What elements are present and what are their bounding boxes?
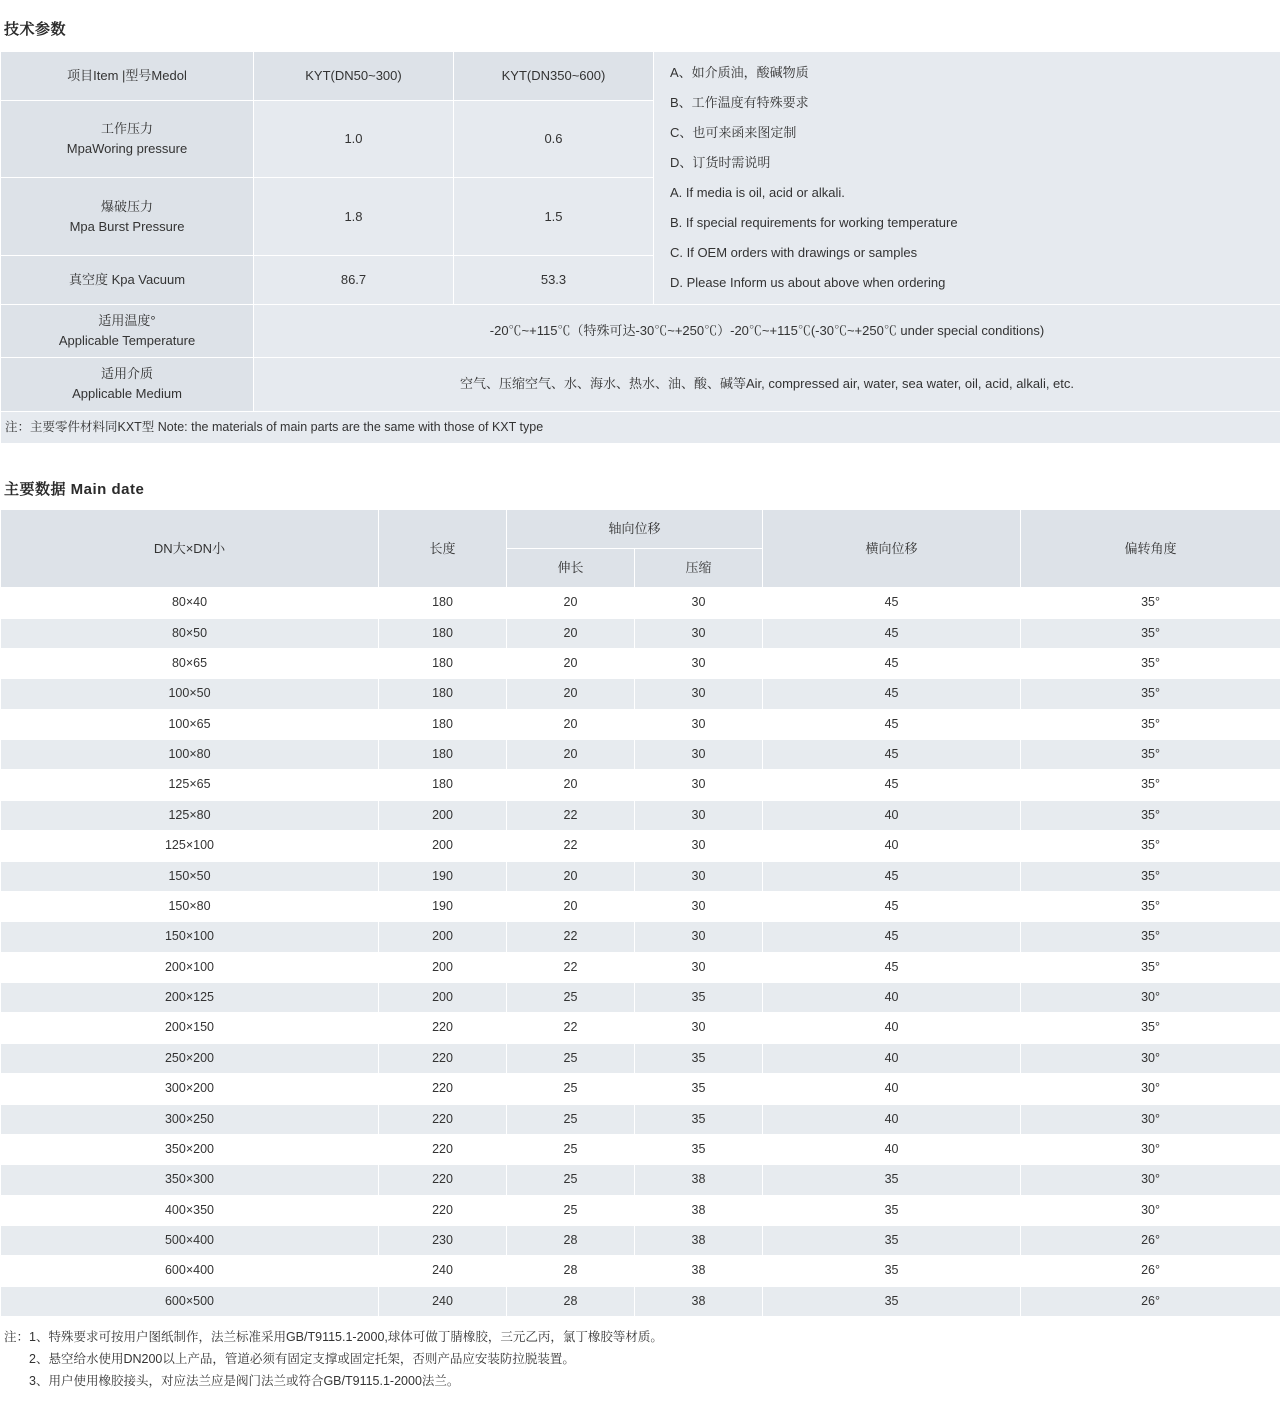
cell-length: 240 [379, 1286, 507, 1316]
medium-value: 空气、压缩空气、水、海水、热水、油、酸、碱等Air, compressed air, water, sea water, oil, acid, alkali, etc. [254, 358, 1280, 411]
cell-dn: 125×100 [1, 831, 379, 861]
cell-angle: 35° [1021, 891, 1280, 921]
cell-angle: 26° [1021, 1226, 1280, 1256]
cell-angle: 30° [1021, 1104, 1280, 1134]
vacuum-v1: 86.7 [254, 256, 454, 305]
cell-angle: 35° [1021, 861, 1280, 891]
cell-length: 180 [379, 740, 507, 770]
cell-angle: 30° [1021, 1134, 1280, 1164]
cell-compression: 30 [635, 800, 763, 830]
cell-dn: 80×40 [1, 588, 379, 618]
main-data-notes [0, 1327, 1280, 1393]
cell-dn: 125×80 [1, 800, 379, 830]
table-row [1, 305, 1280, 358]
row-label-cn: 工作压力 [5, 119, 249, 139]
cell-compression: 30 [635, 891, 763, 921]
tech-col-kyt-large: KYT(DN350~600) [454, 52, 654, 101]
cell-angle: 30° [1021, 1074, 1280, 1104]
cell-lateral: 35 [763, 1226, 1021, 1256]
table-row [1, 861, 1280, 891]
cell-angle: 30° [1021, 1043, 1280, 1073]
cell-dn: 100×65 [1, 709, 379, 739]
cell-angle: 35° [1021, 679, 1280, 709]
cell-lateral: 45 [763, 952, 1021, 982]
working-pressure-v1: 1.0 [254, 100, 454, 178]
header-dn: DN大×DN小 [1, 509, 379, 587]
cell-dn: 200×125 [1, 983, 379, 1013]
cell-angle: 26° [1021, 1256, 1280, 1286]
cell-compression: 35 [635, 1104, 763, 1134]
cell-angle: 35° [1021, 1013, 1280, 1043]
note-a-en: A. If media is oil, acid or alkali. [670, 178, 1276, 208]
cell-length: 220 [379, 1043, 507, 1073]
cell-lateral: 40 [763, 1013, 1021, 1043]
cell-length: 180 [379, 588, 507, 618]
working-pressure-v2: 0.6 [454, 100, 654, 178]
cell-lateral: 35 [763, 1195, 1021, 1225]
table-row [1, 1104, 1280, 1134]
note-d-cn: D、订货时需说明 [670, 148, 1276, 178]
cell-extension: 20 [507, 648, 635, 678]
table-row [1, 770, 1280, 800]
table-row [1, 411, 1280, 443]
cell-compression: 30 [635, 922, 763, 952]
cell-angle: 35° [1021, 648, 1280, 678]
row-label-en: Mpa Burst Pressure [5, 217, 249, 237]
cell-angle: 35° [1021, 770, 1280, 800]
note-d-en: D. Please Inform us about above when ordering [670, 268, 1276, 298]
cell-length: 220 [379, 1134, 507, 1164]
cell-extension: 20 [507, 861, 635, 891]
cell-compression: 30 [635, 1013, 763, 1043]
cell-extension: 22 [507, 800, 635, 830]
header-compression: 压缩 [635, 549, 763, 588]
cell-dn: 200×150 [1, 1013, 379, 1043]
cell-dn: 250×200 [1, 1043, 379, 1073]
cell-dn: 600×500 [1, 1286, 379, 1316]
tech-col-item: 项目Item |型号Medol [1, 52, 254, 101]
cell-compression: 30 [635, 679, 763, 709]
temperature-value: -20℃~+115℃（特殊可达-30℃~+250℃）-20℃~+115℃(-30℃~+250℃ under special conditions) [254, 305, 1280, 358]
header-length: 长度 [379, 509, 507, 587]
main-data-title: 主要数据 Main date [4, 478, 1280, 499]
cell-lateral: 45 [763, 861, 1021, 891]
row-label-burst-pressure [1, 178, 254, 256]
cell-extension: 22 [507, 922, 635, 952]
table-row [1, 1226, 1280, 1256]
cell-dn: 600×400 [1, 1256, 379, 1286]
cell-lateral: 45 [763, 891, 1021, 921]
cell-dn: 100×80 [1, 740, 379, 770]
cell-angle: 35° [1021, 800, 1280, 830]
cell-extension: 22 [507, 831, 635, 861]
cell-compression: 30 [635, 952, 763, 982]
cell-length: 220 [379, 1074, 507, 1104]
cell-dn: 150×80 [1, 891, 379, 921]
table-row [1, 52, 1280, 101]
cell-length: 200 [379, 922, 507, 952]
cell-extension: 20 [507, 588, 635, 618]
table-row [1, 1195, 1280, 1225]
cell-length: 230 [379, 1226, 507, 1256]
cell-compression: 38 [635, 1165, 763, 1195]
cell-angle: 30° [1021, 1165, 1280, 1195]
table-row [1, 1286, 1280, 1316]
table-row [1, 800, 1280, 830]
cell-compression: 38 [635, 1286, 763, 1316]
row-label-en: MpaWoring pressure [5, 139, 249, 159]
cell-extension: 20 [507, 618, 635, 648]
cell-extension: 28 [507, 1226, 635, 1256]
cell-dn: 350×300 [1, 1165, 379, 1195]
cell-lateral: 45 [763, 740, 1021, 770]
cell-extension: 25 [507, 983, 635, 1013]
main-data-table [0, 509, 1280, 1317]
cell-lateral: 35 [763, 1286, 1021, 1316]
table-row [1, 1013, 1280, 1043]
cell-angle: 35° [1021, 618, 1280, 648]
cell-length: 180 [379, 679, 507, 709]
cell-dn: 125×65 [1, 770, 379, 800]
cell-length: 200 [379, 800, 507, 830]
table-row [1, 983, 1280, 1013]
table-row [1, 1165, 1280, 1195]
cell-compression: 30 [635, 709, 763, 739]
cell-lateral: 40 [763, 1043, 1021, 1073]
cell-compression: 35 [635, 983, 763, 1013]
cell-lateral: 40 [763, 1074, 1021, 1104]
cell-lateral: 40 [763, 1104, 1021, 1134]
row-label-en: Applicable Temperature [5, 331, 249, 351]
cell-compression: 30 [635, 831, 763, 861]
cell-compression: 30 [635, 861, 763, 891]
cell-lateral: 40 [763, 1134, 1021, 1164]
cell-length: 220 [379, 1165, 507, 1195]
cell-extension: 25 [507, 1165, 635, 1195]
tech-params-table [0, 51, 1280, 444]
cell-lateral: 45 [763, 588, 1021, 618]
cell-lateral: 45 [763, 770, 1021, 800]
cell-extension: 20 [507, 891, 635, 921]
note-b-en: B. If special requirements for working temperature [670, 208, 1276, 238]
cell-lateral: 45 [763, 709, 1021, 739]
table-row [1, 891, 1280, 921]
cell-dn: 80×65 [1, 648, 379, 678]
cell-dn: 300×250 [1, 1104, 379, 1134]
note-c-en: C. If OEM orders with drawings or samples [670, 238, 1276, 268]
cell-dn: 150×100 [1, 922, 379, 952]
table-row [1, 358, 1280, 411]
cell-length: 200 [379, 952, 507, 982]
cell-length: 200 [379, 983, 507, 1013]
cell-extension: 25 [507, 1074, 635, 1104]
cell-extension: 28 [507, 1256, 635, 1286]
cell-angle: 26° [1021, 1286, 1280, 1316]
cell-angle: 30° [1021, 1195, 1280, 1225]
cell-dn: 80×50 [1, 618, 379, 648]
cell-lateral: 35 [763, 1256, 1021, 1286]
row-label-temperature [1, 305, 254, 358]
cell-compression: 38 [635, 1195, 763, 1225]
row-label-medium [1, 358, 254, 411]
cell-extension: 25 [507, 1195, 635, 1225]
table-header-row [1, 509, 1280, 548]
cell-length: 200 [379, 831, 507, 861]
cell-extension: 20 [507, 740, 635, 770]
cell-angle: 35° [1021, 709, 1280, 739]
table-row [1, 679, 1280, 709]
header-lateral-displacement: 横向位移 [763, 509, 1021, 587]
cell-extension: 22 [507, 952, 635, 982]
cell-angle: 35° [1021, 740, 1280, 770]
table-row [1, 709, 1280, 739]
table-row [1, 922, 1280, 952]
cell-length: 180 [379, 709, 507, 739]
cell-dn: 150×50 [1, 861, 379, 891]
row-label-cn: 适用介质 [5, 364, 249, 384]
cell-extension: 20 [507, 709, 635, 739]
cell-length: 220 [379, 1104, 507, 1134]
row-label-working-pressure [1, 100, 254, 178]
table-row [1, 1256, 1280, 1286]
table-row [1, 831, 1280, 861]
cell-extension: 20 [507, 679, 635, 709]
cell-angle: 35° [1021, 831, 1280, 861]
cell-length: 190 [379, 891, 507, 921]
cell-compression: 38 [635, 1226, 763, 1256]
cell-extension: 28 [507, 1286, 635, 1316]
table-row [1, 740, 1280, 770]
cell-lateral: 40 [763, 800, 1021, 830]
cell-compression: 30 [635, 618, 763, 648]
cell-dn: 200×100 [1, 952, 379, 982]
cell-extension: 25 [507, 1104, 635, 1134]
cell-compression: 30 [635, 740, 763, 770]
note-a-cn: A、如介质油，酸碱物质 [670, 58, 1276, 88]
main-data-body [1, 588, 1280, 1317]
row-label-en: Applicable Medium [5, 384, 249, 404]
cell-length: 220 [379, 1195, 507, 1225]
bottom-note-2: 2、悬空给水使用DN200以上产品，管道必须有固定支撑或固定托架，否则产品应安装防拉脱装置。 [4, 1349, 1280, 1371]
cell-dn: 350×200 [1, 1134, 379, 1164]
cell-lateral: 45 [763, 648, 1021, 678]
header-axial-displacement: 轴向位移 [507, 509, 763, 548]
note-b-cn: B、工作温度有特殊要求 [670, 88, 1276, 118]
cell-dn: 100×50 [1, 679, 379, 709]
table-row [1, 648, 1280, 678]
header-extension: 伸长 [507, 549, 635, 588]
cell-extension: 20 [507, 770, 635, 800]
cell-length: 180 [379, 770, 507, 800]
table-row [1, 1134, 1280, 1164]
cell-dn: 500×400 [1, 1226, 379, 1256]
cell-length: 180 [379, 648, 507, 678]
row-label-cn: 爆破压力 [5, 197, 249, 217]
cell-extension: 22 [507, 1013, 635, 1043]
cell-length: 220 [379, 1013, 507, 1043]
row-label-vacuum: 真空度 Kpa Vacuum [1, 256, 254, 305]
cell-compression: 35 [635, 1134, 763, 1164]
table-row [1, 1043, 1280, 1073]
table-row [1, 618, 1280, 648]
cell-compression: 30 [635, 770, 763, 800]
row-label-cn: 适用温度° [5, 311, 249, 331]
tech-notes-cell [654, 52, 1280, 305]
cell-length: 180 [379, 618, 507, 648]
cell-compression: 30 [635, 648, 763, 678]
cell-lateral: 40 [763, 983, 1021, 1013]
table-row [1, 1074, 1280, 1104]
burst-pressure-v1: 1.8 [254, 178, 454, 256]
cell-compression: 38 [635, 1256, 763, 1286]
bottom-note-3: 3、用户使用橡胶接头，对应法兰应是阀门法兰或符合GB/T9115.1-2000法兰。 [4, 1371, 1280, 1393]
cell-compression: 30 [635, 588, 763, 618]
header-deflection-angle: 偏转角度 [1021, 509, 1280, 587]
cell-angle: 35° [1021, 922, 1280, 952]
vacuum-v2: 53.3 [454, 256, 654, 305]
cell-lateral: 45 [763, 922, 1021, 952]
table-row [1, 588, 1280, 618]
table-row [1, 952, 1280, 982]
tech-params-title: 技术参数 [4, 18, 1280, 39]
cell-lateral: 45 [763, 618, 1021, 648]
cell-lateral: 40 [763, 831, 1021, 861]
note-c-cn: C、也可来函来图定制 [670, 118, 1276, 148]
cell-length: 190 [379, 861, 507, 891]
cell-extension: 25 [507, 1134, 635, 1164]
cell-extension: 25 [507, 1043, 635, 1073]
tech-col-kyt-small: KYT(DN50~300) [254, 52, 454, 101]
cell-angle: 35° [1021, 952, 1280, 982]
cell-length: 240 [379, 1256, 507, 1286]
cell-compression: 35 [635, 1074, 763, 1104]
bottom-note-1: 注：1、特殊要求可按用户图纸制作，法兰标准采用GB/T9115.1-2000,球体可做丁腈橡胶，三元乙丙，氯丁橡胶等材质。 [4, 1327, 1280, 1349]
tech-footnote: 注：主要零件材料同KXT型 Note: the materials of main parts are the same with those of KXT type [1, 411, 1280, 443]
cell-angle: 35° [1021, 588, 1280, 618]
cell-dn: 300×200 [1, 1074, 379, 1104]
cell-compression: 35 [635, 1043, 763, 1073]
cell-dn: 400×350 [1, 1195, 379, 1225]
burst-pressure-v2: 1.5 [454, 178, 654, 256]
cell-lateral: 45 [763, 679, 1021, 709]
cell-angle: 30° [1021, 983, 1280, 1013]
cell-lateral: 35 [763, 1165, 1021, 1195]
